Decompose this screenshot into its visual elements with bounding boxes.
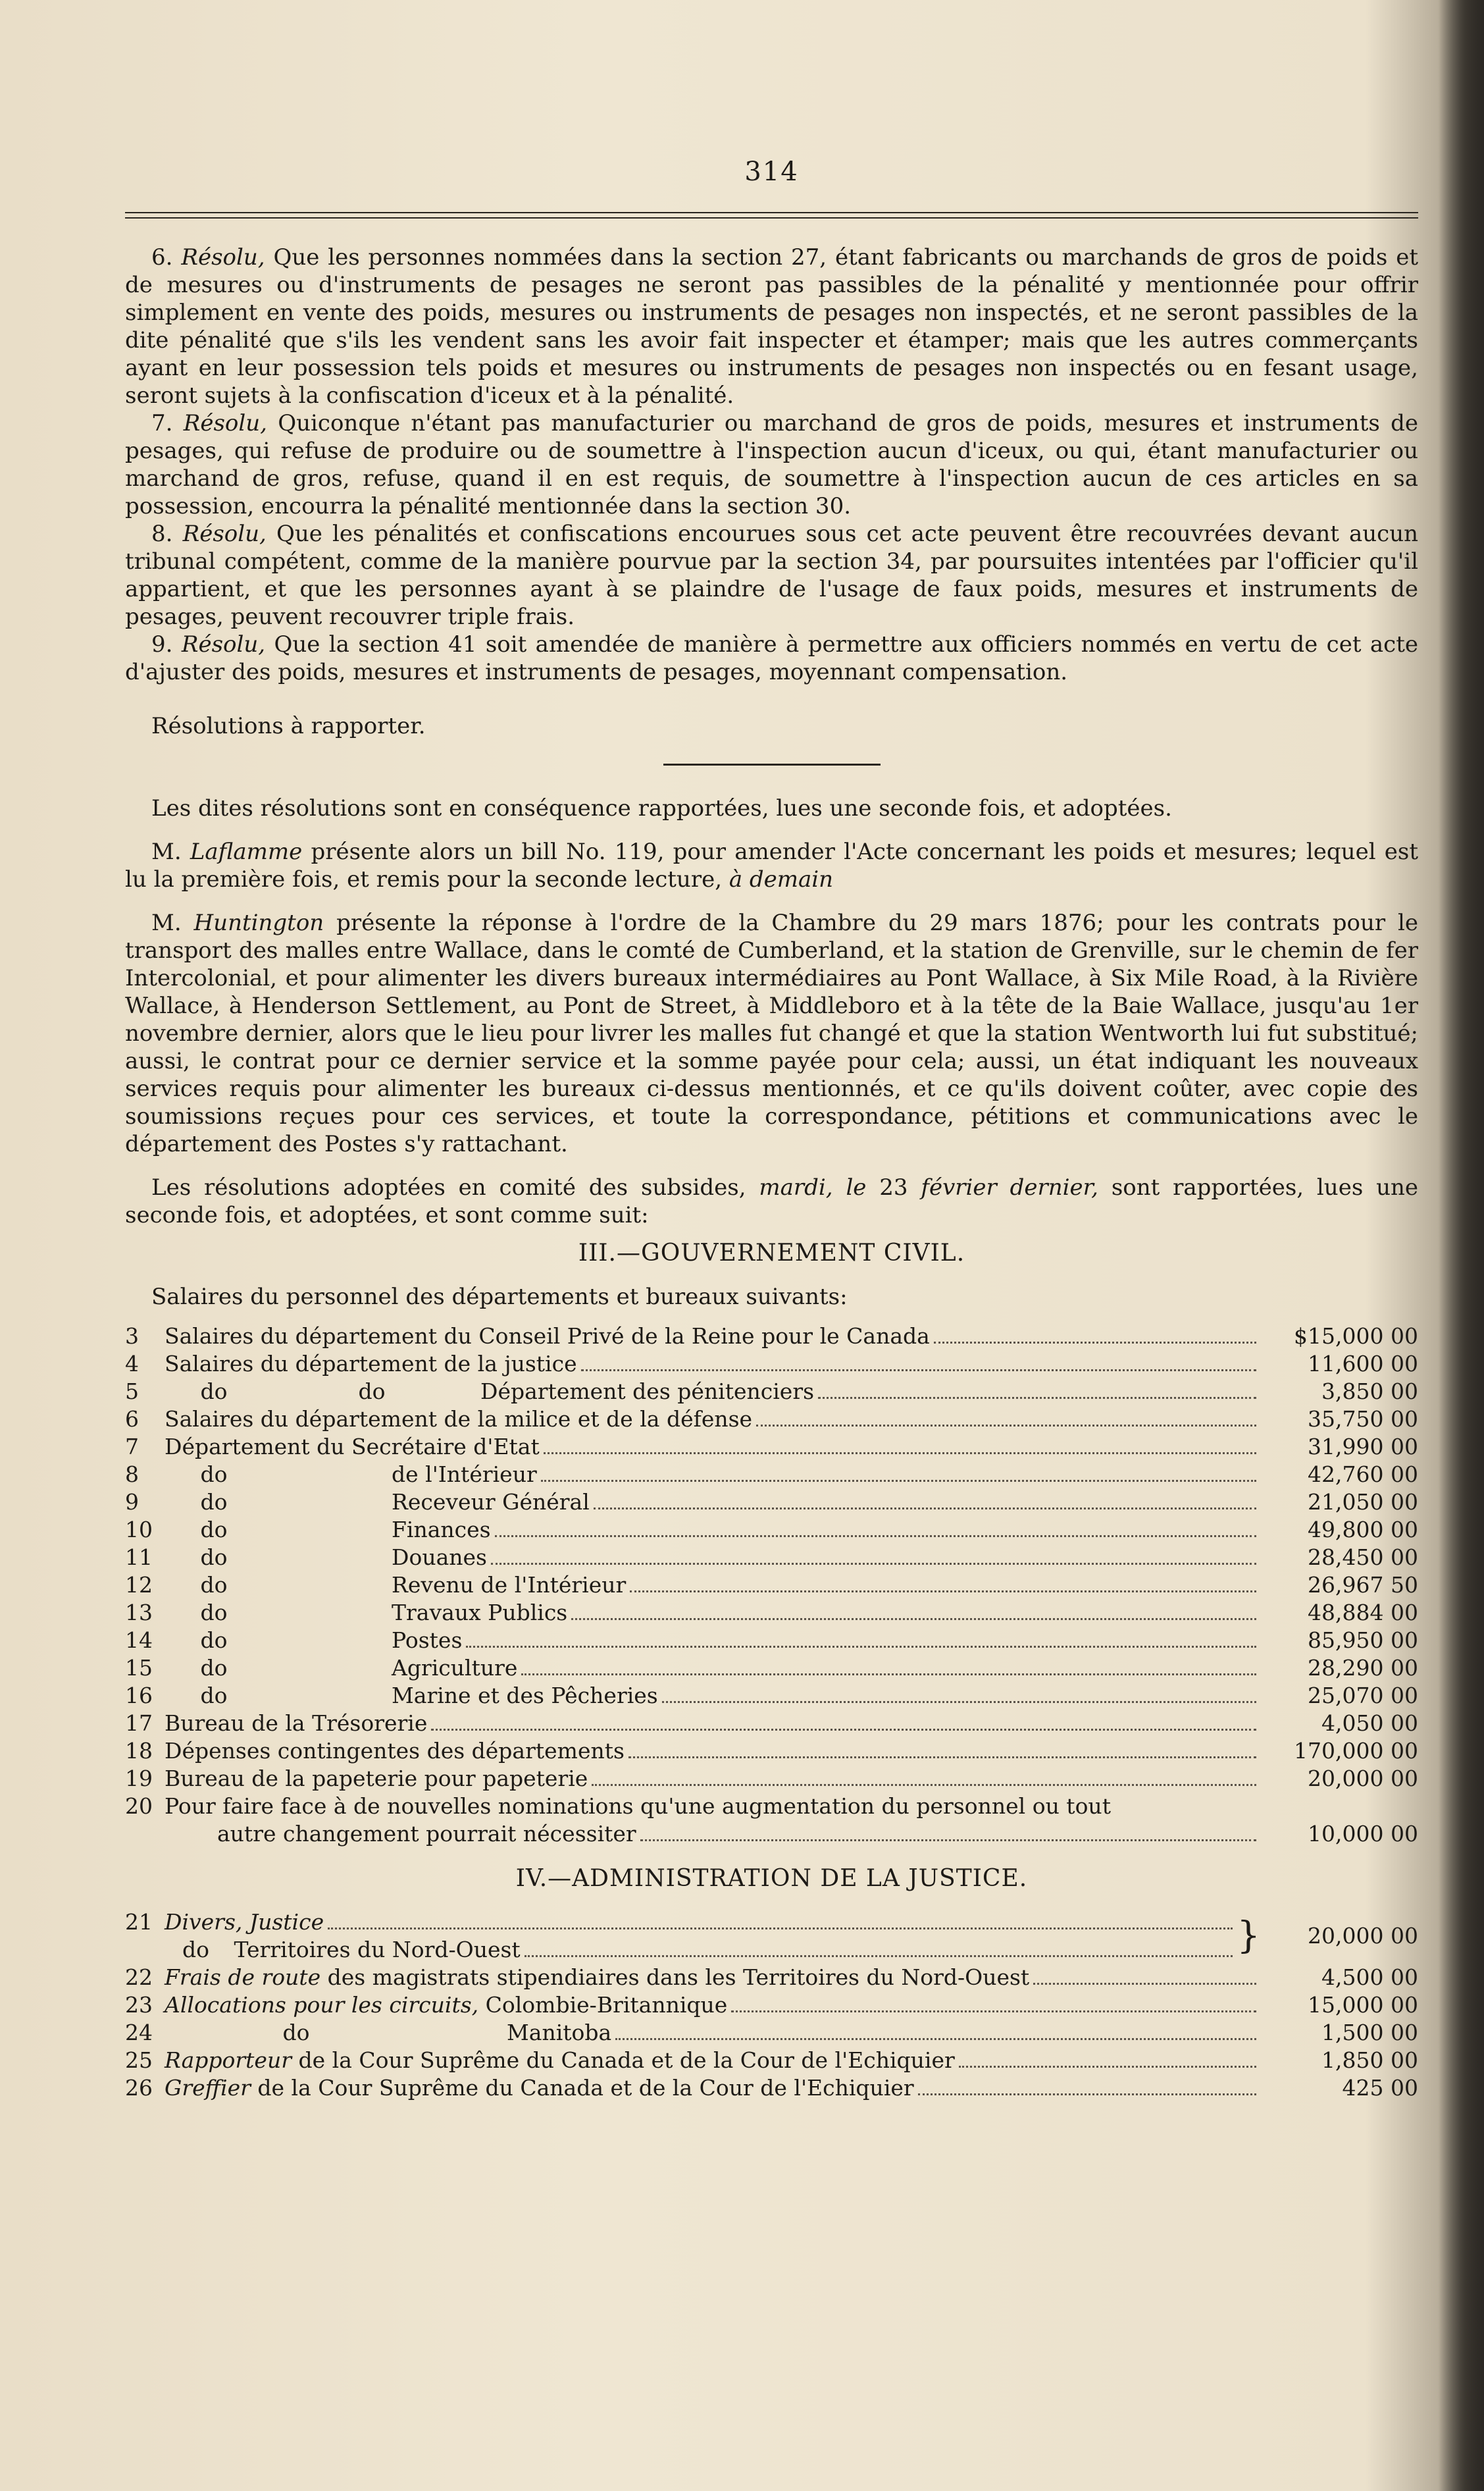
ditto-mark: do (200, 1461, 228, 1487)
ditto-mark: do (200, 1489, 228, 1515)
item-label: Douanes (392, 1544, 487, 1570)
item-amount: 20,000 00 (1308, 1923, 1418, 1949)
table-row (125, 1737, 1418, 1765)
items-table-gouvernement-civil (125, 1323, 1418, 1848)
item-label: Revenu de l'Intérieur (392, 1572, 627, 1598)
text-segment: Les résolutions adoptées en comité des subsides, (151, 1174, 746, 1201)
table-row (125, 1765, 1418, 1793)
laflamme-paragraph (125, 838, 1418, 893)
item-label: Salaires du département de la milice et de la défense (165, 1406, 753, 1432)
member-name: Huntington (193, 910, 324, 936)
paragraph-text: présente alors un bill No. 119, pour amender l'Acte concernant les poids et mesures; lequel est lu la première fois, et remis pour la seconde lecture, (125, 839, 1419, 893)
resolution-number: 6. (151, 244, 173, 271)
item-italic: Rapporteur (165, 2047, 292, 2073)
section-title-administration-justice: IV.—ADMINISTRATION DE LA JUSTICE. (515, 1865, 1028, 1892)
paragraph-tail: à demain (729, 866, 834, 893)
item-label: Marine et des Pêcheries (392, 1683, 658, 1708)
ditto-mark: do (200, 1544, 228, 1570)
item-number: 12 (125, 1572, 153, 1598)
item-italic: Frais de route (165, 1964, 321, 1990)
ditto-mark: do (200, 1600, 228, 1625)
resolution-number: 9. (151, 631, 173, 658)
section-title-gouvernement-civil: III.—GOUVERNEMENT CIVIL. (578, 1240, 965, 1267)
table-row (125, 1991, 1418, 2019)
item-amount: 1,500 00 (1321, 2020, 1418, 2045)
table-row (125, 1964, 1418, 1991)
item-number: 24 (125, 2020, 153, 2045)
table-row (125, 2019, 1418, 2047)
item-amount: 15,000 00 (1308, 1992, 1418, 2018)
table-row (125, 1627, 1418, 1654)
item-label: Postes (392, 1627, 463, 1653)
item-label: Divers, Justice (165, 1909, 324, 1935)
item-number: 5 (125, 1378, 139, 1404)
table-row (125, 1682, 1418, 1710)
item-amount: 10,000 00 (1308, 1821, 1418, 1847)
items-table-justice (125, 1908, 1418, 2102)
item-amount: 49,800 00 (1308, 1517, 1418, 1542)
ditto-mark: do (182, 1937, 209, 1962)
item-label: Colombie-Britannique (485, 1992, 728, 2018)
item-amount: 20,000 00 (1308, 1766, 1418, 1791)
item-label: Salaires du département du Conseil Privé de la Reine pour le Canada (165, 1323, 930, 1349)
italic-segment: le (846, 1174, 867, 1201)
table-row (125, 1599, 1418, 1627)
item-number: 6 (125, 1406, 139, 1432)
title-prefix: M. (151, 910, 182, 936)
resolution-8 (125, 520, 1418, 631)
item-number: 10 (125, 1517, 153, 1542)
table-row (125, 1516, 1418, 1544)
ditto-mark: do (200, 1572, 228, 1598)
page-number: 314 (744, 157, 799, 187)
item-amount: $15,000 00 (1294, 1323, 1418, 1349)
resolution-text: Que les pénalités et confiscations encourues sous cet acte peuvent être recouvrées devant aucun tribunal compétent, comme de la manière pourvue par la section 34, par poursuites intentées par l'officier qu'il appartient, et que les personnes ayant à se plaindre de l'usage de faux poids, mesures et instruments de pesages, peuvent recouvrer triple frais. (125, 521, 1419, 630)
item-amount: 48,884 00 (1308, 1600, 1418, 1625)
item-label: Travaux Publics (392, 1600, 568, 1625)
item-number: 9 (125, 1489, 139, 1515)
item-number: 13 (125, 1600, 153, 1625)
item-label: Territoires du Nord-Ouest (234, 1937, 521, 1962)
header-rule (125, 212, 1418, 219)
italic-segment: mardi, (759, 1174, 833, 1201)
item-label: Salaires du département de la justice (165, 1351, 577, 1377)
resolution-7 (125, 409, 1418, 520)
item-number: 11 (125, 1544, 153, 1570)
item-number: 21 (125, 1909, 153, 1935)
item-number: 26 (125, 2075, 153, 2101)
section-divider (663, 764, 881, 766)
ditto-mark: do (358, 1378, 386, 1404)
ditto-mark: do (200, 1655, 228, 1681)
table-row (125, 1710, 1418, 1737)
item-label: Bureau de la papeterie pour papeterie (165, 1766, 588, 1791)
italic-segment: février dernier, (921, 1174, 1098, 1201)
ditto-mark: do (200, 1683, 228, 1708)
item-amount: 42,760 00 (1308, 1461, 1418, 1487)
item-amount: 25,070 00 (1308, 1683, 1418, 1708)
table-row (125, 1405, 1418, 1433)
resolution-text: Que la section 41 soit amendée de manière à permettre aux officiers nommés en vertu de cet acte d'ajuster des poids, mesures et instruments de pesages, moyennant compensation. (125, 631, 1418, 685)
ditto-mark: do (200, 1517, 228, 1542)
item-number: 18 (125, 1738, 153, 1764)
table-row (125, 1654, 1418, 1682)
resolution-keyword: Résolu, (181, 244, 265, 271)
item-label: de l'Intérieur (392, 1461, 537, 1487)
ditto-mark: do (200, 1627, 228, 1653)
item-number: 17 (125, 1710, 153, 1736)
item-amount: 28,290 00 (1308, 1655, 1418, 1681)
table-row (125, 2074, 1418, 2102)
item-label: de la Cour Suprême du Canada et de la Cour de l'Echiquier (257, 2075, 914, 2101)
text-segment: 23 (879, 1174, 908, 1201)
table-row (125, 1571, 1418, 1599)
resolution-keyword: Résolu, (181, 631, 266, 658)
item-label: Receveur Général (392, 1489, 590, 1515)
item-amount: 425 00 (1342, 2075, 1418, 2101)
ditto-mark: do (282, 2020, 310, 2045)
subsides-paragraph (125, 1174, 1418, 1229)
item-label: Département du Secrétaire d'Etat (165, 1434, 540, 1459)
item-amount: 21,050 00 (1308, 1489, 1418, 1515)
item-number: 8 (125, 1461, 139, 1487)
item-label: autre changement pourrait nécessiter (217, 1821, 636, 1847)
item-amount: 1,850 00 (1321, 2047, 1418, 2073)
item-amount: 11,600 00 (1308, 1351, 1418, 1377)
table-row (125, 1350, 1418, 1378)
item-number: 3 (125, 1323, 139, 1349)
item-number: 23 (125, 1992, 153, 2018)
item-label: Dépenses contingentes des départements (165, 1738, 625, 1764)
huntington-paragraph (125, 909, 1418, 1158)
item-italic: Greffier (165, 2075, 251, 2101)
item-label-line1: Pour faire face à de nouvelles nominations qu'une augmentation du personnel ou tout (165, 1793, 1111, 1819)
item-label: des magistrats stipendiaires dans les Territoires du Nord-Ouest (327, 1964, 1030, 1990)
binding-edge-shadow (1438, 0, 1484, 2491)
title-prefix: M. (151, 839, 182, 865)
resolution-text: Que les personnes nommées dans la section 27, étant fabricants ou marchands de gros de poids et de mesures ou d'instruments de pesages ne seront pas passibles de la pénalité y mentionnée pour offrir simplement en vente des poids, mesures ou instruments de pesages non inspectés, et ne seront passibles de la dite pénalité que s'ils les vendent sans les avoir fait inspecter et étamper; mais que les autres commerçants ayant en leur possession tels poids et mesures ou instruments de pesages non inspectés ou en fesant usage, seront sujets à la confiscation d'iceux et à la pénalité. (125, 244, 1418, 409)
item-number: 25 (125, 2047, 153, 2073)
adopted-text: Les dites résolutions sont en conséquence rapportées, lues une seconde fois, et adoptées. (151, 795, 1172, 822)
table-row (125, 1488, 1418, 1516)
item-amount: 4,050 00 (1321, 1710, 1418, 1736)
item-number: 4 (125, 1351, 139, 1377)
item-number: 22 (125, 1964, 153, 1990)
item-label: Bureau de la Trésorerie (165, 1710, 428, 1736)
resolution-9 (125, 631, 1418, 686)
item-number: 20 (125, 1793, 153, 1819)
item-number: 15 (125, 1655, 153, 1681)
item-number: 16 (125, 1683, 153, 1708)
item-amount: 31,990 00 (1308, 1434, 1418, 1459)
page-content (125, 158, 1418, 2102)
table-row (125, 2047, 1418, 2074)
item-label: de la Cour Suprême du Canada et de la Cour de l'Echiquier (298, 2047, 955, 2073)
salaires-intro: Salaires du personnel des départements et bureaux suivants: (151, 1284, 848, 1310)
table-row (125, 1544, 1418, 1571)
item-label: Département des pénitenciers (480, 1378, 815, 1404)
resolution-text: Quiconque n'étant pas manufacturier ou marchand de gros de poids, mesures et instruments de pesages, qui refuse de produire ou de soumettre à l'inspection aucun d'iceux, ou qui, étant manufacturier ou marchand de gros, refuse, quand il en est requis, de soumettre à l'inspection aucun de ces articles en sa possession, encourra la pénalité mentionnée dans la section 30. (125, 410, 1418, 519)
item-label: Finances (392, 1517, 491, 1542)
table-row (125, 1378, 1418, 1405)
member-name: Laflamme (190, 839, 303, 865)
item-amount: 35,750 00 (1308, 1406, 1418, 1432)
ditto-mark: do (200, 1378, 228, 1404)
table-row (125, 1936, 1418, 1964)
item-number: 7 (125, 1434, 139, 1459)
item-amount: 3,850 00 (1321, 1378, 1418, 1404)
item-italic: Allocations pour les circuits, (165, 1992, 479, 2018)
item-number: 19 (125, 1766, 153, 1791)
resolution-keyword: Résolu, (183, 410, 267, 436)
resolution-6 (125, 244, 1418, 409)
paragraph-text: présente la réponse à l'ordre de la Chambre du 29 mars 1876; pour les contrats pour le transport des malles entre Wallace, dans le comté de Cumberland, et la station de Grenville, sur le chemin de fer Intercolonial, et pour alimenter les divers bureaux intermédiaires au Pont Wallace, à Six Mile Road, à la Rivière Wallace, à Henderson Settlement, au Pont de Street, à Middleboro et à la tête de la Baie Wallace, jusqu'au 1er novembre dernier, alors que le lieu pour livrer les malles fut changé et que la station Wentworth lui fut substitué; aussi, le contrat pour ce dernier service et la somme payée pour cela; aussi, un état indiquant les nouveaux services requis pour alimenter les bureaux ci-dessus mentionnés, et ce qu'ils doivent coûter, avec copie des soumissions reçues pour ces services, et toute la correspondance, pétitions et communications avec le département des Postes s'y rattachant. (125, 910, 1419, 1157)
item-amount: 170,000 00 (1294, 1738, 1418, 1764)
resolution-number: 8. (151, 521, 173, 547)
item-amount: 26,967 50 (1308, 1572, 1418, 1598)
resolution-keyword: Résolu, (182, 521, 267, 547)
item-number: 14 (125, 1627, 153, 1653)
item-amount: 4,500 00 (1321, 1964, 1418, 1990)
item-label: Manitoba (507, 2020, 612, 2045)
resolutions-report: Résolutions à rapporter. (151, 713, 426, 739)
item-label: Agriculture (392, 1655, 518, 1681)
table-row (125, 1323, 1418, 1350)
item-amount: 85,950 00 (1308, 1627, 1418, 1653)
table-row (125, 1793, 1418, 1848)
resolution-number: 7. (151, 410, 173, 436)
table-row (125, 1461, 1418, 1488)
text-segment: sont rapportées, lues une seconde fois, et adoptées, et sont comme suit: (125, 1174, 1419, 1228)
item-amount: 28,450 00 (1308, 1544, 1418, 1570)
table-row: 21 Divers, Justice } 20,000 00 (125, 1908, 1418, 1936)
table-row (125, 1433, 1418, 1461)
